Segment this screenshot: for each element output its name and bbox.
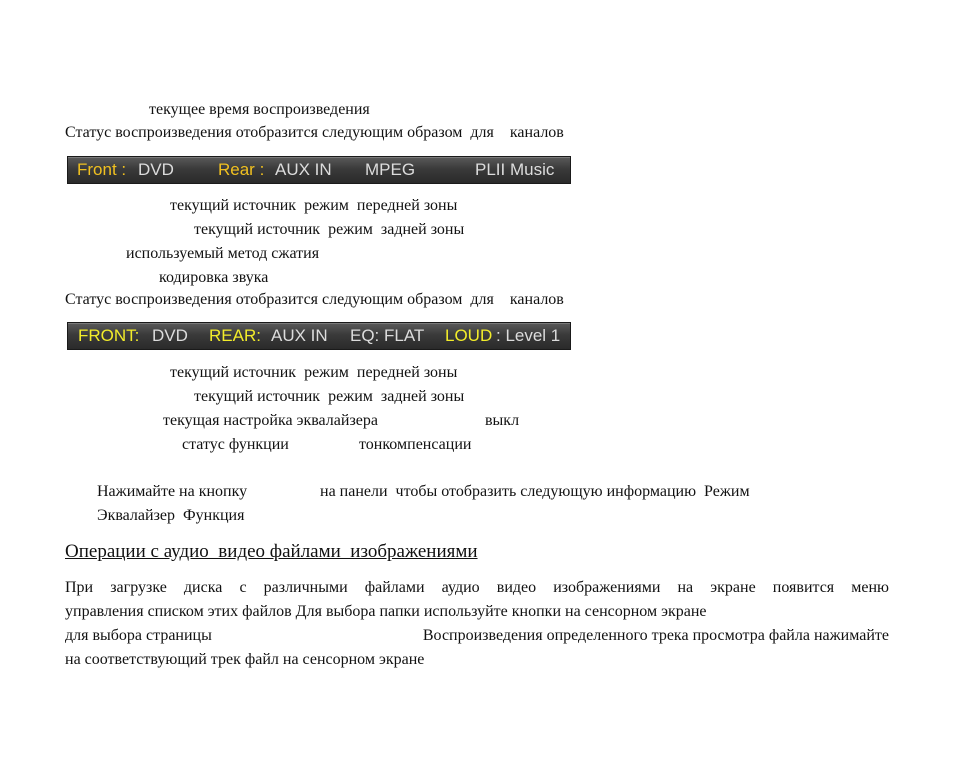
status-bar-2	[67, 322, 571, 350]
note-line-1b: на панели чтобы отобразить следующую информацию Режим	[320, 483, 750, 500]
eq-value: EQ: FLAT	[350, 326, 425, 345]
loud-label: LOUD	[445, 326, 493, 345]
legend-1-front: текущий источник режим передней зоны	[170, 197, 458, 214]
paragraph-line-3b: Воспроизведения определенного трека просмотра файла нажимайте	[422, 627, 889, 644]
legend-2-front: текущий источник режим передней зоны	[170, 364, 458, 381]
paragraph-line-2: управления списком этих файлов Для выбора папки используйте кнопки на сенсорном экране	[65, 603, 707, 620]
legend-1-encoding: кодировка звука	[159, 269, 269, 286]
front-label: Front :	[77, 160, 131, 179]
legend-2-rear: текущий источник режим задней зоны	[194, 388, 465, 405]
rear-value: AUX IN	[275, 160, 332, 179]
legend-2-loudness: тонкомпенсации	[359, 436, 472, 453]
legend-1-compression: используемый метод сжатия	[126, 245, 320, 262]
paragraph-line-3a: для выбора страницы	[65, 627, 212, 644]
loud-value: : Level 1	[496, 326, 561, 345]
rear-label: Rear :	[218, 160, 270, 179]
paragraph-line-4: на соответствующий трек файл на сенсорном экране	[65, 651, 425, 668]
legend-1-rear: текущий источник режим задней зоны	[194, 221, 465, 238]
status-line-2: Статус воспроизведения отобразится следующим образом для каналов	[65, 291, 564, 308]
legend-2-off: выкл	[485, 412, 520, 429]
front-label: FRONT:	[78, 326, 145, 345]
codec-value: MPEG	[365, 160, 416, 179]
front-value: DVD	[152, 326, 188, 345]
note-line-2: Эквалайзер Функция	[97, 507, 245, 524]
caption-time: текущее время воспроизведения	[149, 101, 370, 118]
status-line-1: Статус воспроизведения отобразится следующим образом для каналов	[65, 124, 564, 141]
status-bar-1	[67, 156, 571, 184]
section-heading: Операции с аудио видео файлами изображениями	[65, 541, 478, 562]
body-paragraph	[65, 576, 889, 672]
paragraph-line-3	[65, 624, 889, 648]
legend-2-function-status: статус функции	[182, 436, 289, 453]
front-value: DVD	[138, 160, 174, 179]
rear-value: AUX IN	[271, 326, 328, 345]
legend-2-eq: текущая настройка эквалайзера	[163, 412, 378, 429]
paragraph-line-1: При загрузке диска с различными файлами аудио видео изображениями на экране появится меню	[65, 579, 889, 596]
rear-label: REAR:	[209, 326, 266, 345]
audio-mode-value: PLII Music	[475, 160, 555, 179]
note-line-1a: Нажимайте на кнопку	[97, 483, 248, 500]
